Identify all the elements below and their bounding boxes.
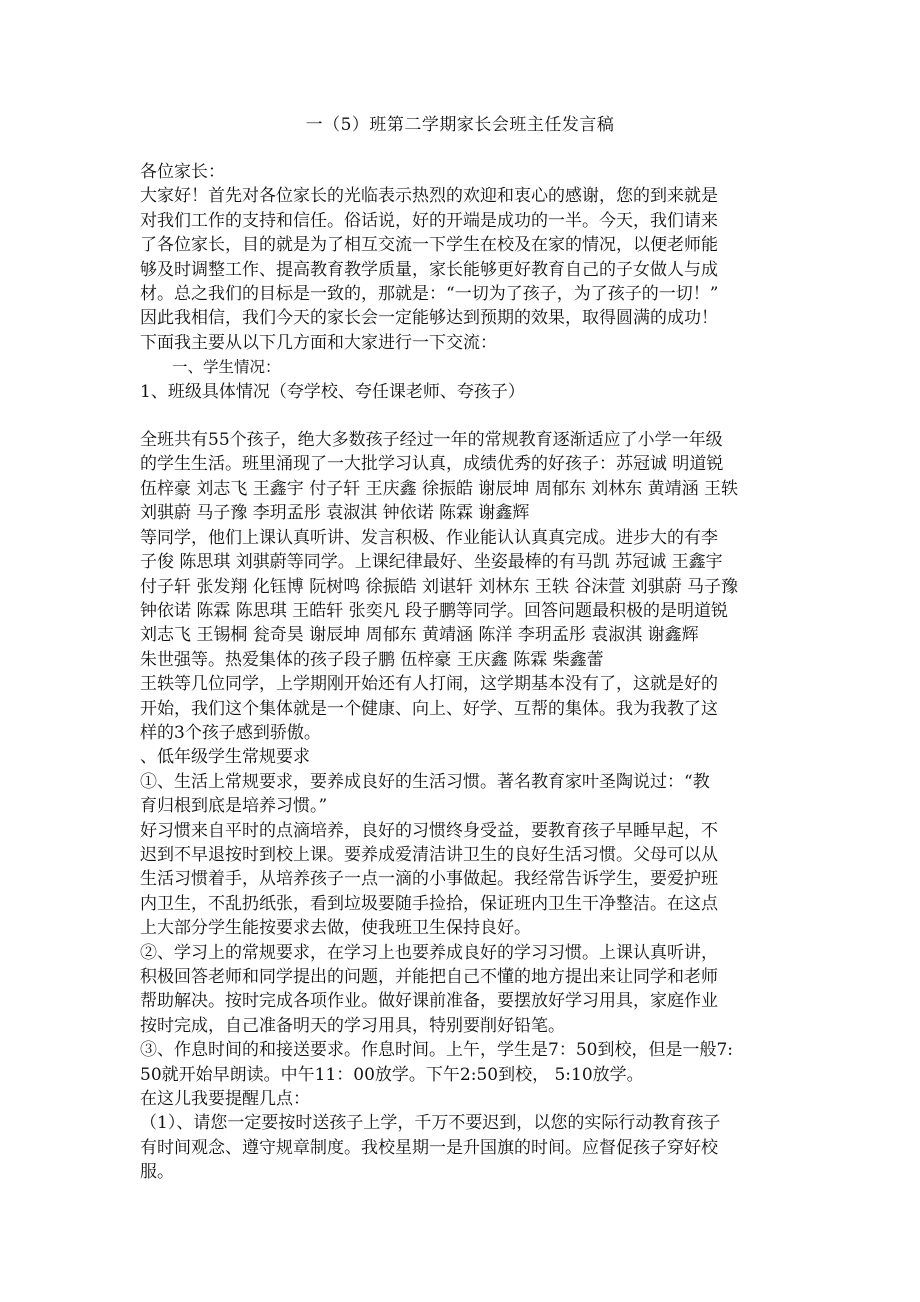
paragraph-line: 伍梓豪 刘志飞 王鑫宇 付子轩 王庆鑫 徐振皓 谢辰坤 周郁东 刘林东 黄靖涵 王轶	[140, 478, 739, 499]
routine-requirements-paragraph	[140, 770, 780, 1185]
paragraph-line: 因此我相信，我们今天的家长会一定能够达到预期的效果，取得圆满的成功！	[140, 308, 718, 329]
paragraph-line: 好习惯来自平时的点滴培养，良好的习惯终身受益，要教育孩子早睡早起，不	[140, 820, 718, 841]
paragraph-line: 帮助解决。按时完成各项作业。做好课前准备，要摆放好学习用具，家庭作业	[140, 991, 718, 1012]
paragraph-line: 内卫生，不乱扔纸张，看到垃圾要随手捡拾，保证班内卫生干净整洁。在这点	[140, 893, 718, 914]
subsection-heading: 1、班级具体情况（夸学校、夸任课老师、夸孩子）	[140, 381, 525, 402]
document-title: 一（5）班第二学期家长会班主任发言稿	[305, 115, 615, 135]
paragraph-line: 生活习惯着手，从培养孩子一点一滴的小事做起。我经常告诉学生，要爱护班	[140, 869, 718, 890]
paragraph-line: 迟到不早退按时到校上课。要养成爱清洁讲卫生的良好生活习惯。父母可以从	[140, 844, 718, 865]
paragraph-line: 有时间观念、遵守规章制度。我校星期一是升国旗的时间。应督促孩子穿好校	[140, 1137, 718, 1158]
paragraph-line: 上大部分学生能按要求去做，使我班卫生保持良好。	[140, 918, 531, 939]
paragraph-line: 积极回答老师和同学提出的问题，并能把自己不懂的地方提出来让同学和老师	[140, 967, 718, 987]
paragraph-line: 样的3个孩子感到骄傲。	[140, 722, 321, 743]
paragraph-line: 开始，我们这个集体就是一个健康、向上、好学、互帮的集体。我为我教了这	[140, 698, 718, 719]
paragraph-line: 服。	[140, 1162, 174, 1183]
paragraph-line: 全班共有55个孩子，绝大多数孩子经过一年的常规教育逐渐适应了小学一年级	[140, 430, 723, 451]
class-situation-paragraph	[140, 428, 780, 745]
paragraph-line: ③、作息时间的和接送要求。作息时间。上午，学生是7：50到校，但是一般7:	[140, 1040, 733, 1061]
blank-line	[140, 404, 780, 428]
subsection-heading: 、低年级学生常规要求	[140, 747, 310, 768]
paragraph-line: 子俊 陈思琪 刘骐蔚等同学。上课纪律最好、坐姿最棒的有马凯 苏冠诚 王鑫宇	[140, 552, 723, 573]
paragraph-line: 对我们工作的支持和信任。俗话说，好的开端是成功的一半。今天，我们请来	[140, 210, 718, 231]
document-body	[140, 160, 780, 1185]
paragraph-line: （1）、请您一定要按时送孩子上学，千万不要迟到，以您的实际行动教育孩子	[140, 1113, 721, 1134]
paragraph-line: 育归根到底是培养习惯。”	[140, 796, 328, 817]
paragraph-line: 朱世强等。热爱集体的孩子段子鹏 伍梓豪 王庆鑫 陈霖 柴鑫蕾	[140, 649, 604, 670]
salutation: 各位家长：	[140, 162, 225, 182]
paragraph-line: 在这儿我要提醒几点：	[140, 1089, 310, 1110]
paragraph-line: 按时完成，自己准备明天的学习用具，特别要削好铅笔。	[140, 1015, 565, 1036]
paragraph-line: 等同学，他们上课认真听讲、发言积极、作业能认认真真完成。进步大的有李	[140, 527, 718, 548]
paragraph-line: 的学生生活。班里涌现了一大批学习认真，成绩优秀的好孩子：苏冠诚 明道锐	[140, 454, 724, 475]
paragraph-line: 钟依诺 陈霖 陈思琪 王皓轩 张奕凡 段子鹏等同学。回答问题最积极的是明道锐	[140, 600, 729, 621]
paragraph-line: 50就开始早朗读。中午11：00放学。下午2:50到校， 5:10放学。	[140, 1064, 644, 1085]
paragraph-line: 刘志飞 王锡桐 瓮奇昊 谢辰坤 周郁东 黄靖涵 陈洋 李玥孟彤 袁淑淇 谢鑫辉	[140, 625, 699, 646]
paragraph-line: 材。总之我们的目标是一致的，那就是：“一切为了孩子，为了孩子的一切！”	[140, 284, 719, 305]
opening-paragraph	[140, 184, 780, 355]
paragraph-line: 大家好！首先对各位家长的光临表示热烈的欢迎和衷心的感谢，您的到来就是	[140, 186, 718, 207]
section-heading: 一、学生情况：	[172, 358, 281, 377]
paragraph-line: 了各位家长，目的就是为了相互交流一下学生在校及在家的情况，以便老师能	[140, 235, 718, 256]
paragraph-line: 王轶等几位同学，上学期刚开始还有人打闹，这学期基本没有了，这就是好的	[140, 674, 718, 695]
paragraph-line: 够及时调整工作、提高教育教学质量，家长能够更好教育自己的子女做人与成	[140, 259, 718, 280]
paragraph-line: 付子轩 张发翔 化钰博 阮树鸣 徐振皓 刘谌轩 刘林东 王轶 谷沫萱 刘骐蔚 马子豫	[140, 576, 739, 597]
paragraph-line: 下面我主要从以下几方面和大家进行一下交流：	[140, 332, 497, 353]
paragraph-line: ②、学习上的常规要求，在学习上也要养成良好的学习习惯。上课认真听讲，	[140, 942, 718, 963]
paragraph-line: 刘骐蔚 马子豫 李玥孟彤 袁淑淇 钟依诺 陈霖 谢鑫辉	[140, 503, 530, 524]
paragraph-line: ①、生活上常规要求，要养成良好的生活习惯。著名教育家叶圣陶说过：“教	[140, 771, 710, 792]
